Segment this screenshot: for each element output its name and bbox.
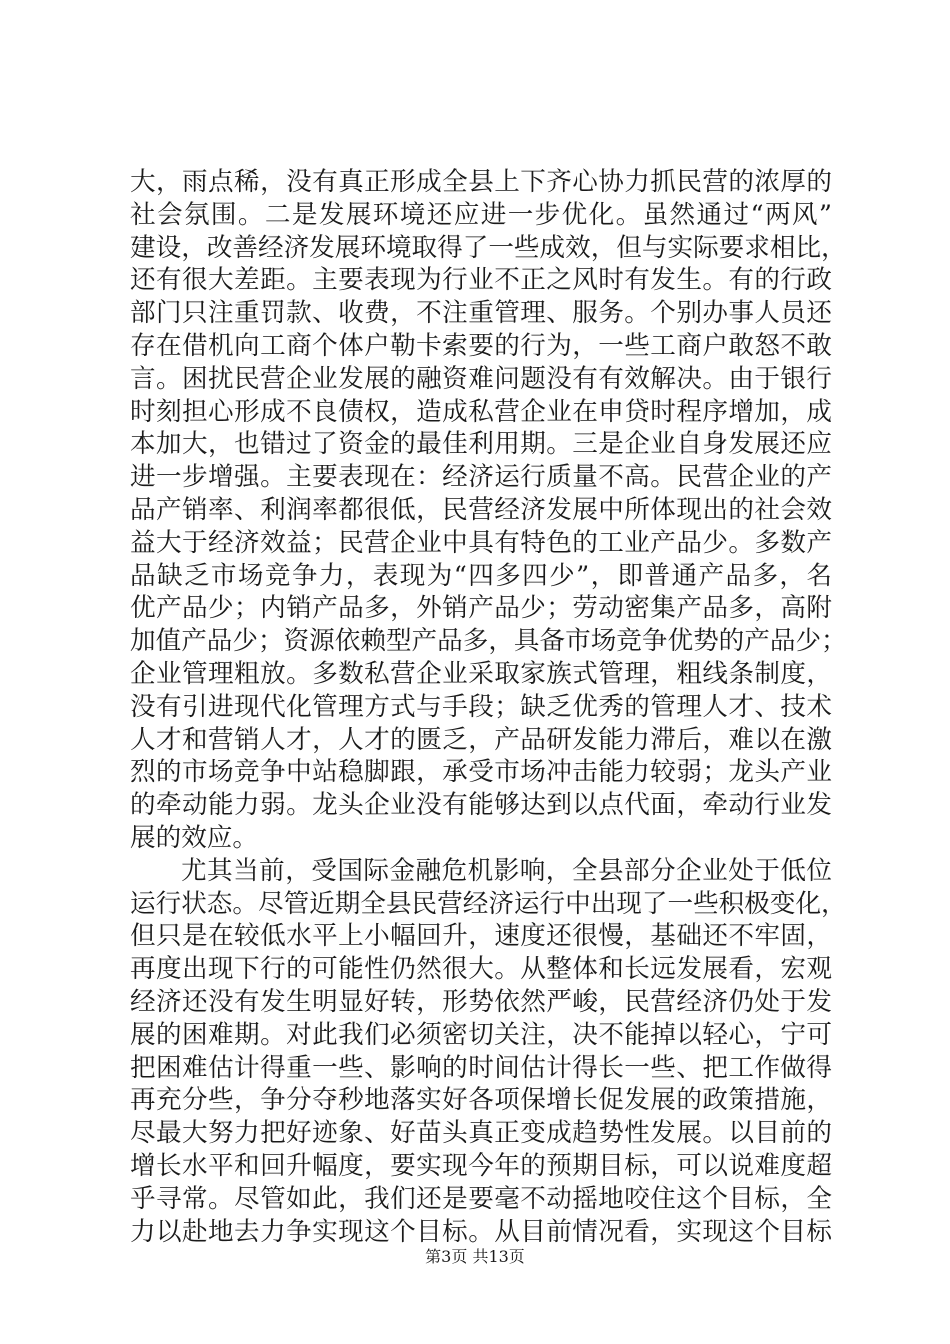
text-line: 优产品少；内销产品多，外销产品少；劳动密集产品多，高附: [130, 593, 832, 624]
text-line: 人才和营销人才，人才的匮乏，产品研发能力滞后，难以在激: [130, 724, 832, 755]
text-line: 的牵动能力弱。龙头企业没有能够达到以点代面，牵动行业发: [130, 790, 832, 821]
page-number-footer: 第3页 共13页: [425, 1247, 525, 1266]
text-line: 社会氛围。二是发展环境还应进一步优化。虽然通过“两风”: [130, 199, 832, 230]
text-line: 大，雨点稀，没有真正形成全县上下齐心协力抓民营的浓厚的: [130, 167, 832, 197]
text-line: 乎寻常。尽管如此，我们还是要毫不动摇地咬住这个目标，全: [130, 1183, 832, 1214]
text-line: 言。困扰民营企业发展的融资难问题没有有效解决。由于银行: [130, 363, 832, 394]
text-line: 进一步增强。主要表现在：经济运行质量不高。民营企业的产: [130, 462, 832, 493]
text-line: 本加大，也错过了资金的最佳利用期。三是企业自身发展还应: [130, 429, 832, 460]
text-line: 品产销率、利润率都很低，民营经济发展中所体现出的社会效: [130, 494, 832, 525]
text-line: 经济还没有发生明显好转，形势依然严峻，民营经济仍处于发: [130, 986, 832, 1017]
text-line: 力以赴地去力争实现这个目标。从目前情况看，实现这个目标: [130, 1216, 832, 1247]
text-line: 部门只注重罚款、收费，不注重管理、服务。个别办事人员还: [130, 298, 832, 329]
text-line: 还有很大差距。主要表现为行业不正之风时有发生。有的行政: [130, 265, 832, 296]
text-line: 加值产品少；资源依赖型产品多，具备市场竞争优势的产品少；: [130, 626, 847, 657]
body-text: [130, 166, 847, 1248]
text-line: 再度出现下行的可能性仍然很大。从整体和长远发展看，宏观: [130, 954, 832, 985]
text-line: 但只是在较低水平上小幅回升，速度还很慢，基础还不牢固，: [130, 921, 832, 952]
text-line: 烈的市场竞争中站稳脚跟，承受市场冲击能力较弱；龙头产业: [130, 757, 832, 788]
text-line: 建设，改善经济发展环境取得了一些成效，但与实际要求相比，: [130, 232, 847, 263]
text-line: 增长水平和回升幅度，要实现今年的预期目标，可以说难度超: [130, 1150, 832, 1181]
text-line: 尽最大努力把好迹象、好苗头真正变成趋势性发展。以目前的: [130, 1118, 832, 1149]
text-line: 存在借机向工商个体户勒卡索要的行为，一些工商户敢怒不敢: [130, 330, 832, 361]
text-line: 品缺乏市场竞争力，表现为“四多四少”，即普通产品多，名: [130, 560, 832, 591]
text-line: 展的困难期。对此我们必须密切关注，决不能掉以轻心，宁可: [130, 1019, 832, 1050]
paragraph-first-line: 尤其当前，受国际金融危机影响，全县部分企业处于低位: [181, 855, 832, 886]
text-line: 时刻担心形成不良债权，造成私营企业在申贷时程序增加，成: [130, 396, 832, 427]
text-line: 运行状态。尽管近期全县民营经济运行中出现了一些积极变化，: [130, 888, 847, 919]
text-line: 企业管理粗放。多数私营企业采取家族式管理，粗线条制度，: [130, 658, 832, 689]
text-line: 再充分些，争分夺秒地落实好各项保增长促发展的政策措施，: [130, 1085, 832, 1116]
text-line: 展的效应。: [130, 822, 258, 853]
text-line: 益大于经济效益；民营企业中具有特色的工业产品少。多数产: [130, 527, 832, 558]
text-line: 没有引进现代化管理方式与手段；缺乏优秀的管理人才、技术: [130, 691, 832, 722]
text-line: 把困难估计得重一些、影响的时间估计得长一些、把工作做得: [130, 1052, 832, 1083]
